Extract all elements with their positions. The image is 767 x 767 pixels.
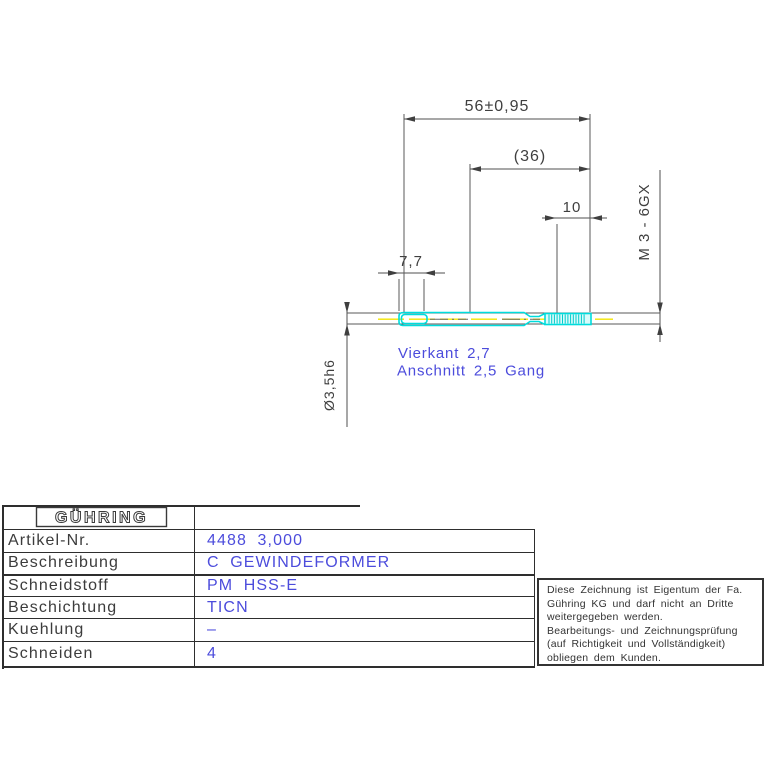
notice-line: Diese Zeichnung ist Eigentum der Fa. <box>547 584 743 596</box>
row-line-5 <box>2 618 535 619</box>
logo-text: GÜHRING <box>54 509 149 527</box>
row-line-4 <box>2 596 535 597</box>
annotation-lead: Anschnitt 2,5 Gang <box>397 362 545 380</box>
row-line-2 <box>2 552 535 553</box>
dim-thread-spec: M 3 - 6GX <box>636 183 653 261</box>
annotation-square: Vierkant 2,7 <box>398 345 491 362</box>
ownership-notice-box <box>537 578 764 666</box>
row-line-1 <box>2 529 535 530</box>
dim-square-length: 7,7 <box>399 253 423 270</box>
row-value-schneiden: 4 <box>207 645 217 662</box>
notice-line: Gühring KG und darf nicht an Dritte <box>547 597 734 610</box>
guehring-logo <box>36 507 167 528</box>
row-label-beschreibung: Beschreibung <box>8 554 120 571</box>
row-label-kuehlung: Kuehlung <box>8 621 85 638</box>
row-label-beschichtung: Beschichtung <box>8 599 118 616</box>
title-block-bottom-border <box>2 666 535 668</box>
row-value-schneidstoff: PM HSS-E <box>207 577 299 594</box>
row-line-6 <box>2 641 535 642</box>
dim-overall-length: 56±0,95 <box>464 98 530 115</box>
row-label-schneiden: Schneiden <box>8 645 94 662</box>
notice-line: obliegen dem Kunden. <box>547 651 662 664</box>
row-value-beschreibung: C GEWINDEFORMER <box>207 554 391 571</box>
row-value-artikel: 4488 3,000 <box>207 532 304 549</box>
notice-line: (auf Richtigkeit und Vollständigkeit) <box>547 638 726 650</box>
row-value-beschichtung: TICN <box>207 599 249 616</box>
extension-lines <box>347 114 660 325</box>
notice-line: weitergegeben werden. <box>547 611 663 623</box>
row-label-artikel: Artikel-Nr. <box>8 532 91 549</box>
title-block-right-border <box>534 529 535 668</box>
dim-ref-length: (36) <box>513 148 547 165</box>
dim-thread-length: 10 <box>562 199 582 216</box>
arrowheads <box>344 116 663 335</box>
annotations <box>397 345 545 380</box>
dim-shank-diameter: Ø3,5h6 <box>321 359 337 411</box>
row-label-schneidstoff: Schneidstoff <box>8 577 109 594</box>
notice-line: Bearbeitungs- und Zeichnungsprüfung <box>547 624 738 637</box>
row-value-kuehlung: – <box>207 621 217 638</box>
row-line-3-thick <box>2 574 535 576</box>
